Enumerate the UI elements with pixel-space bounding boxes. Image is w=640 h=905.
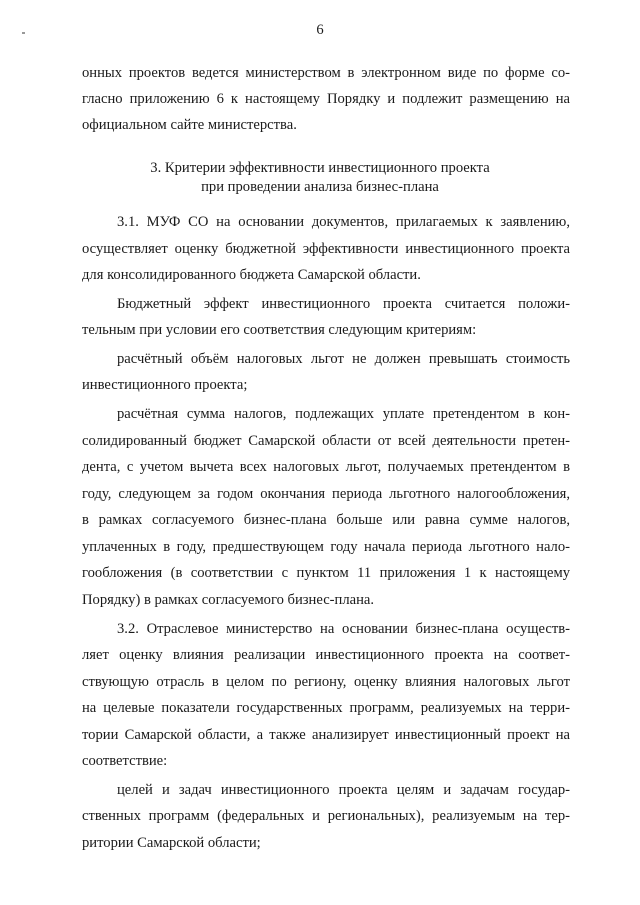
text-line: тории Самарской области, а также анализирует инвестиционный проект на [82,727,570,743]
paragraph-first-line: расчётный объём налоговых льгот не должен превышать стоимость [117,351,570,367]
text-line: ляет оценку влияния реализации инвестиционного проекта на соответ- [82,647,570,663]
text-line: инвестиционного проекта; [82,377,248,393]
text-line: соответствие: [82,753,168,769]
paragraph-first-line: целей и задач инвестиционного проекта целям и задачам государ- [117,782,570,798]
paragraph-first-line: расчётная сумма налогов, подлежащих уплате претендентом в кон- [117,406,570,422]
text-line: онных проектов ведется министерством в электронном виде по форме со- [82,65,570,81]
text-line: солидированный бюджет Самарской области от всей деятельности претен- [82,433,570,449]
text-line: дента, с учетом вычета всех налоговых льгот, получаемых претендентом в [82,459,570,475]
paragraph-first-line: Бюджетный эффект инвестиционного проекта считается положи- [117,296,570,312]
text-line: Порядку) в рамках согласуемого бизнес-плана. [82,592,375,608]
text-line: тельным при условии его соответствия следующим критериям: [82,322,477,338]
text-line: на целевые показатели государственных программ, реализуемых на терри- [82,700,570,716]
section-heading-line: при проведении анализа бизнес-плана [201,179,439,195]
text-line: ствующую отрасль в целом по региону, оценку влияния налоговых льгот [82,674,570,690]
text-line: году, следующем за годом окончания периода льготного налогообложения, [82,486,570,502]
text-line: гообложения (в соответствии с пунктом 11 приложения 1 к настоящему [82,565,570,581]
paragraph-first-line: 3.2. Отраслевое министерство на основании бизнес-плана осуществ- [117,621,570,637]
text-line: в рамках согласуемого бизнес-плана больше или равна сумме налогов, [82,512,570,528]
section-heading-line: 3. Критерии эффективности инвестиционного проекта [150,160,490,176]
text-line: ственных программ (федеральных и региональных), реализуемым на тер- [82,808,570,824]
text-line: для консолидированного бюджета Самарской области. [82,267,421,283]
text-line: осуществляет оценку бюджетной эффективности инвестиционного проекта [82,241,570,257]
text-line: гласно приложению 6 к настоящему Порядку и подлежит размещению на [82,91,570,107]
text-line: официальном сайте министерства. [82,117,297,133]
text-line: ритории Самарской области; [82,835,261,851]
page-number: 6 [316,22,324,38]
text-line: уплаченных в году, предшествующем году начала периода льготного нало- [82,539,570,555]
paragraph-first-line: 3.1. МУФ СО на основании документов, прилагаемых к заявлению, [117,214,570,230]
